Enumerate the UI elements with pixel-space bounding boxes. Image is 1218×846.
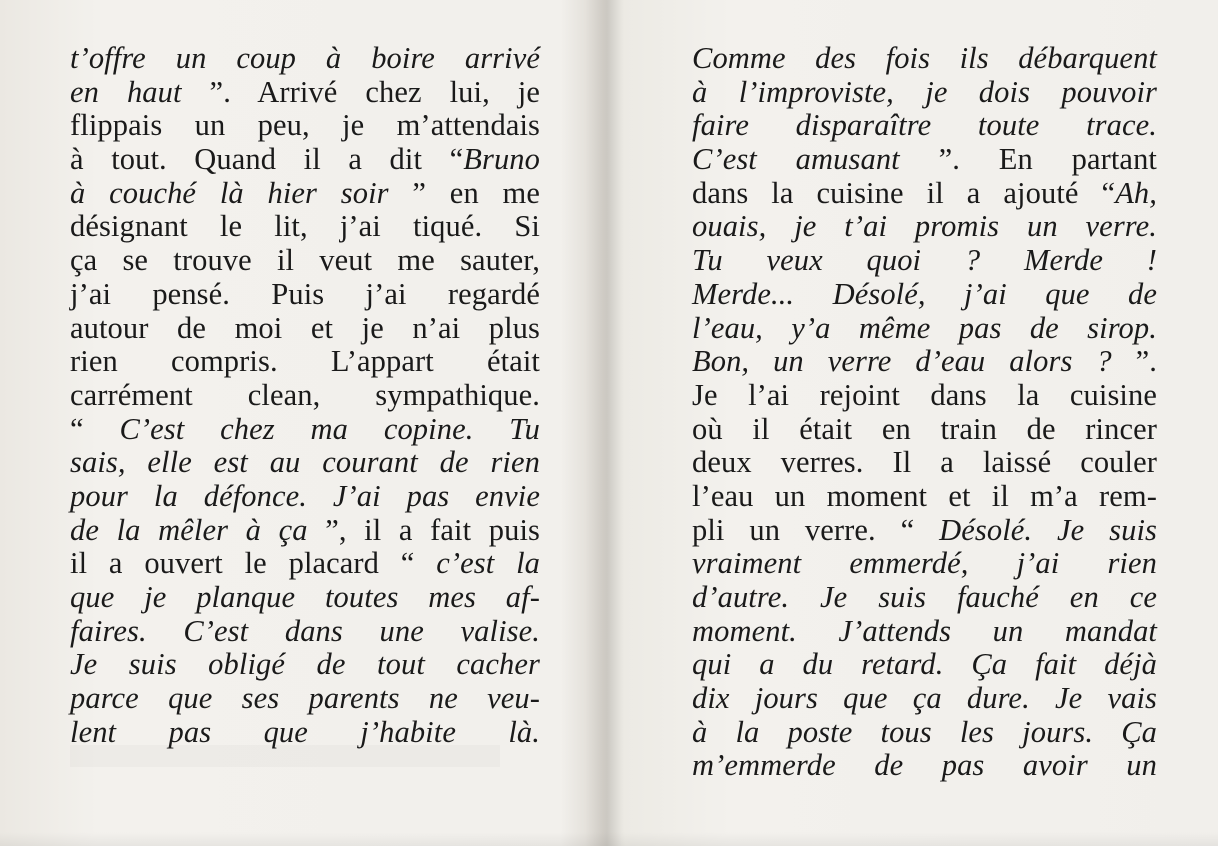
text-segment: ça se trouve il veut me sauter,: [70, 243, 540, 278]
text-line: [70, 547, 540, 581]
text-line: [692, 615, 1157, 649]
italic-text-segment: Merde... Désolé, j’ai que de: [692, 276, 1157, 311]
text-line: [70, 210, 540, 244]
text-segment: à tout. Quand il a dit “: [70, 142, 464, 177]
italic-text-segment: sais, elle est au courant de rien: [70, 445, 540, 480]
text-segment: où il était en train de rincer: [692, 411, 1157, 446]
text-line: [70, 514, 540, 548]
italic-text-segment: en haut: [70, 74, 182, 109]
text-line: [692, 177, 1157, 211]
text-line: [692, 682, 1157, 716]
text-line: [70, 109, 540, 143]
text-line: [692, 143, 1157, 177]
text-line: [70, 312, 540, 346]
right-page: [692, 42, 1157, 783]
text-line: [70, 480, 540, 514]
italic-text-segment: c’est la: [436, 546, 540, 581]
text-segment: rien compris. L’appart était: [70, 344, 540, 379]
italic-text-segment: à l’improviste, je dois pouvoir: [692, 74, 1157, 109]
text-line: [70, 413, 540, 447]
text-segment: deux verres. Il a laissé couler: [692, 445, 1157, 480]
text-segment: flippais un peu, je m’attendais: [70, 108, 540, 143]
text-line: [692, 547, 1157, 581]
italic-text-segment: pour la défonce. J’ai pas envie: [70, 478, 540, 513]
text-line: [70, 76, 540, 110]
text-line: [692, 244, 1157, 278]
text-segment: il a ouvert le placard “: [70, 546, 437, 581]
italic-text-segment: ouais, je t’ai promis un verre.: [692, 209, 1157, 244]
text-line: [692, 312, 1157, 346]
italic-text-segment: moment. J’attends un mandat: [692, 613, 1157, 648]
page-bottom-edge: [0, 832, 1218, 846]
italic-text-segment: Tu veux quoi ? Merde !: [692, 243, 1157, 278]
italic-text-segment: Comme des fois ils débarquent: [692, 41, 1157, 75]
text-line: [70, 379, 540, 413]
text-segment: l’eau un moment et il m’a rem-: [692, 478, 1157, 513]
text-line: [692, 480, 1157, 514]
italic-text-segment: lent pas que j’habite là.: [70, 714, 540, 749]
text-segment: ”. En partant: [899, 142, 1157, 177]
italic-text-segment: qui a du retard. Ça fait déjà: [692, 647, 1157, 682]
text-line: [692, 345, 1157, 379]
italic-text-segment: faires. C’est dans une valise.: [70, 613, 540, 648]
text-line: [692, 413, 1157, 447]
text-line: [692, 716, 1157, 750]
text-line: [70, 682, 540, 716]
text-segment: autour de moi et je n’ai plus: [70, 310, 540, 345]
left-page: [70, 42, 540, 749]
text-line: [692, 514, 1157, 548]
text-segment: pli un verre. “: [692, 512, 940, 547]
italic-text-segment: t’offre un coup à boire arrivé: [70, 41, 540, 75]
text-line: [692, 446, 1157, 480]
book-gutter: [585, 0, 625, 846]
text-segment: j’ai pensé. Puis j’ai regardé: [70, 276, 540, 311]
text-segment: désignant le lit, j’ai tiqué. Si: [70, 209, 540, 244]
text-line: [70, 716, 540, 750]
italic-text-segment: d’autre. Je suis fauché en ce: [692, 580, 1157, 614]
text-line: [692, 42, 1157, 76]
italic-text-segment: Bruno: [463, 142, 540, 177]
text-segment: ” en me: [388, 175, 541, 210]
text-segment: dans la cuisine il a ajouté “: [692, 175, 1116, 210]
italic-text-segment: que je planque toutes mes af-: [70, 580, 540, 614]
text-segment: ”, il a fait puis: [307, 512, 541, 547]
text-line: [692, 581, 1157, 615]
text-line: [692, 379, 1157, 413]
italic-text-segment: m’emmerde de pas avoir un: [692, 748, 1157, 783]
text-segment: ”.: [1111, 344, 1157, 379]
text-line: [70, 581, 540, 615]
italic-text-segment: C’est amusant: [692, 142, 900, 177]
text-line: [70, 345, 540, 379]
italic-text-segment: parce que ses parents ne veu-: [70, 681, 540, 716]
italic-text-segment: faire disparaître toute trace.: [692, 108, 1157, 143]
italic-text-segment: C’est chez ma copine. Tu: [119, 411, 540, 446]
italic-text-segment: vraiment emmerdé, j’ai rien: [692, 546, 1157, 581]
text-line: [692, 76, 1157, 110]
text-segment: ”. Arrivé chez lui, je: [181, 74, 541, 109]
text-segment: “: [70, 411, 120, 446]
italic-text-segment: à couché là hier soir: [70, 175, 389, 210]
italic-text-segment: à la poste tous les jours. Ça: [692, 714, 1157, 749]
text-line: [70, 177, 540, 211]
text-line: [70, 42, 540, 76]
text-line: [70, 648, 540, 682]
text-line: [692, 109, 1157, 143]
text-line: [692, 210, 1157, 244]
text-line: [692, 648, 1157, 682]
italic-text-segment: de la mêler à ça: [70, 512, 308, 547]
text-line: [70, 615, 540, 649]
text-segment: Je l’ai rejoint dans la cuisine: [692, 377, 1157, 412]
text-line: [70, 278, 540, 312]
text-line: [70, 143, 540, 177]
text-line: [692, 749, 1157, 783]
text-line: [70, 244, 540, 278]
italic-text-segment: l’eau, y’a même pas de sirop.: [692, 310, 1157, 345]
text-line: [692, 278, 1157, 312]
text-line: [70, 446, 540, 480]
italic-text-segment: Désolé. Je suis: [939, 512, 1157, 547]
italic-text-segment: dix jours que ça dure. Je vais: [692, 681, 1157, 716]
italic-text-segment: Je suis obligé de tout cacher: [70, 647, 540, 682]
text-segment: carrément clean, sympathique.: [70, 377, 540, 412]
italic-text-segment: Bon, un verre d’eau alors ?: [692, 344, 1112, 379]
italic-text-segment: Ah,: [1115, 175, 1157, 210]
